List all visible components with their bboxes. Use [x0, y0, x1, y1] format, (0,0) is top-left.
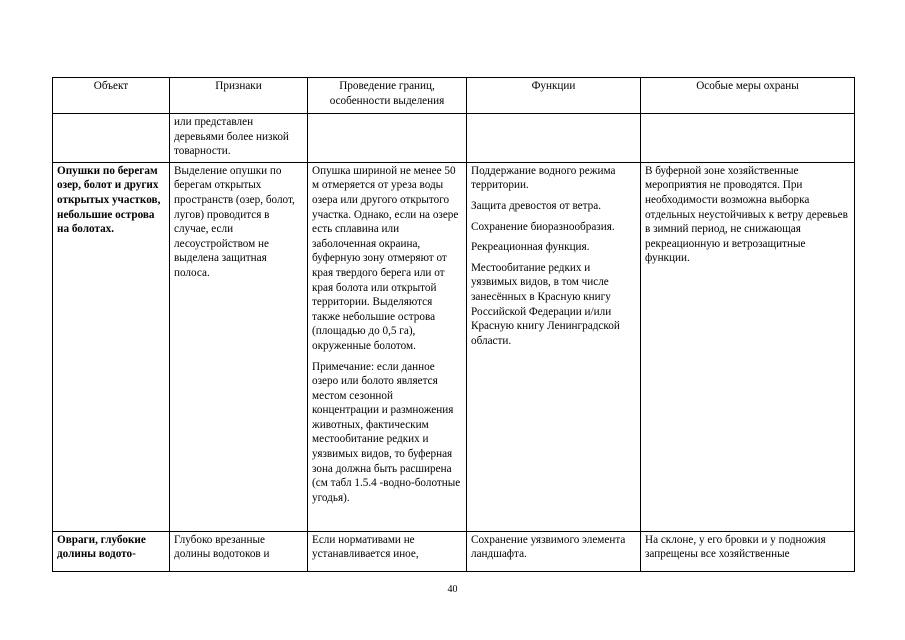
functions-cell: [467, 114, 641, 163]
header-borders: Проведение границ, особенности выделения: [308, 78, 467, 114]
object-cell: Опушки по берегам озер, болот и других открытых участков, небольшие острова на болотах.: [53, 162, 170, 531]
borders-text: Если нормативами не устанавливается иное,: [312, 533, 419, 561]
header-functions: Функции: [467, 78, 641, 114]
signs-cell: [170, 531, 308, 571]
functions-cell: [467, 531, 641, 571]
functions-cell: [467, 162, 641, 531]
borders-cell: [308, 114, 467, 163]
table-row: [53, 531, 855, 571]
signs-text: или представлен деревьями более низкой товарности.: [174, 116, 289, 158]
measures-cell: [641, 114, 855, 163]
measures-text: В буферной зоне хозяйственные мероприятия не проводятся. При необходимости возможна выборка отдельных неустойчивых к ветру деревьев в зимний период, не снижающая рекреационную и ветрозащитные функции.: [645, 164, 848, 265]
function-item: Рекреационная функция.: [471, 241, 590, 254]
table-row: [53, 114, 855, 163]
document-table: [52, 77, 855, 572]
function-item: Защита древостоя от ветра.: [471, 199, 602, 212]
page-number: 40: [447, 584, 458, 595]
function-item: Сохранение биоразнообразия.: [471, 220, 615, 233]
object-cell: Овраги, глубокие долины водото-: [53, 531, 170, 571]
measures-text: На склоне, у его бровки и у подножия запрещены все хозяйственные: [645, 533, 826, 561]
borders-text: Опушка шириной не менее 50 м отмеряется от уреза воды озера или другого открытого участка. Однако, если на озере есть сплавина или заболоченная окраина, буферную зону отмеряют от края твердого берега или от края болота или открытой территории. Выделяются также небольшие острова (площадью до 0,5 га), окруженные болотом.: [312, 164, 459, 352]
signs-cell: [170, 114, 308, 163]
table-row: [53, 162, 855, 531]
borders-note: Примечание: если данное озеро или болото является местом сезонной концентрации и размножения животных, фактическим местообитание редких и уязвимых видов, то буферная зона должна быть расширена (см табл 1.5.4 -водно-болотные угодья).: [312, 360, 461, 504]
borders-cell: [308, 531, 467, 571]
header-row: [53, 78, 855, 114]
signs-text: Глубоко врезанные долины водотоков и: [174, 533, 270, 561]
header-object: Объект: [53, 78, 170, 114]
function-item: Сохранение уязвимого элемента ландшафта.: [471, 533, 626, 561]
measures-cell: [641, 162, 855, 531]
measures-cell: [641, 531, 855, 571]
borders-cell: [308, 162, 467, 531]
function-item: Поддержание водного режима территории.: [471, 164, 616, 192]
signs-cell: [170, 162, 308, 531]
header-signs: Признаки: [170, 78, 308, 114]
function-item: Местообитание редких и уязвимых видов, в том числе занесённых в Красную книгу Российской Федерации и/или Красную книгу Ленинградской области.: [471, 261, 620, 347]
signs-text: Выделение опушки по берегам открытых пространств (озер, болот, лугов) проводится в случае, если лесоустройством не выделена защитная полоса.: [174, 164, 295, 279]
header-measures: Особые меры охраны: [641, 78, 855, 114]
object-cell: [53, 114, 170, 163]
